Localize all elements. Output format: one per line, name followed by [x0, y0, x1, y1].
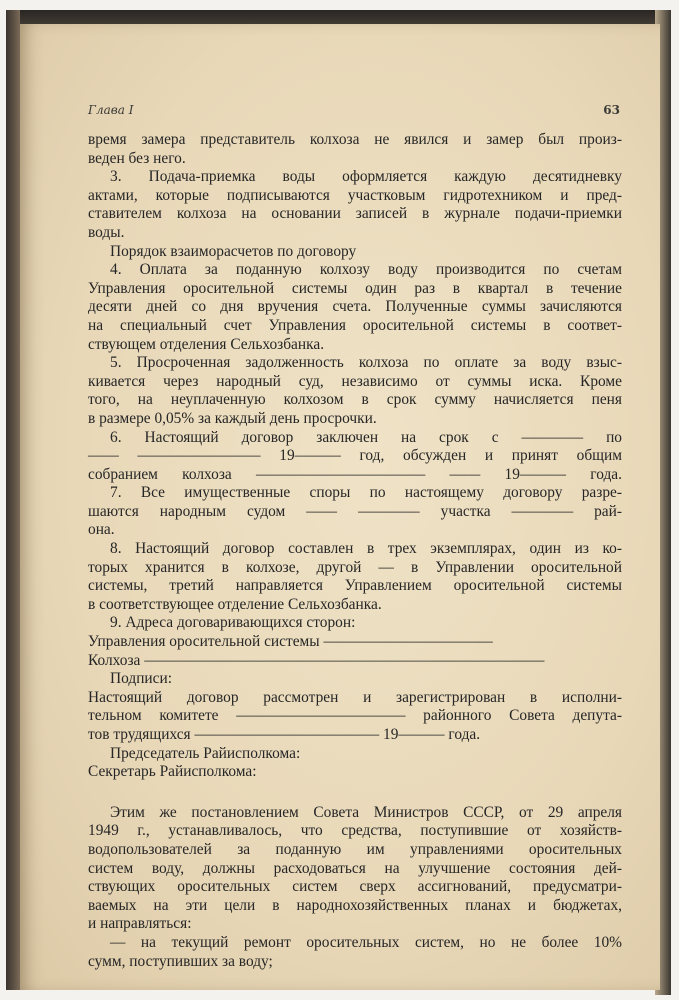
running-head [88, 103, 620, 121]
text-line: воды. [88, 223, 125, 241]
text-line: десяти дней со дня вручения счета. Полученные суммы зачисляются [88, 298, 622, 316]
text-line: 1949 г., устанавливалось, что средства, поступившие от хозяйств- [88, 822, 622, 840]
text-line: ствующих оросительных систем сверх ассигнований, предусматри- [88, 878, 622, 896]
text-line: 5. Просроченная задолженность колхоза по оплате за воду взыс- [110, 354, 622, 372]
text-line: Управления оросительной системы один раз в квартал в течение [88, 279, 622, 297]
text-line: Колхоза —————————————————————————— [88, 651, 545, 669]
body-text [88, 131, 622, 971]
text-line: в соответствующее отделение Сельхозбанка. [88, 595, 382, 613]
text-line: время замера представитель колхоза не явился и замер был произ- [88, 131, 622, 148]
text-line: 6. Настоящий договор заключен на срок с ———— по [110, 428, 622, 446]
text-line: сумм, поступивших за воду; [88, 952, 273, 970]
text-line: собранием колхоза ——————————— —— 19——— года. [88, 465, 622, 483]
text-line: водопользователей за поданную им управлениями оросительных [88, 840, 622, 858]
text-line: тельном комитете ——————————— районного Совета депута- [88, 707, 622, 725]
text-line: Секретарь Райисполкома: [88, 763, 257, 781]
text-line: веден без него. [88, 149, 186, 167]
text-line: 7. Все имущественные споры по настоящему договору разре- [110, 484, 622, 502]
text-line: того, на неуплаченную колхозом в срок сумму начисляется пеня [88, 391, 622, 409]
text-line: —— ———————— 19——— год, обсужден и принят общим [88, 447, 622, 465]
chapter-title: Глава I [88, 103, 134, 117]
section-heading: Порядок взаиморасчетов по договору [110, 242, 357, 260]
text-line: Этим же постановлением Совета Министров СССР, от 29 апреля [110, 803, 622, 821]
text-line: Председатель Райисполкома: [110, 744, 301, 762]
book-spine-shadow [6, 10, 20, 990]
text-line: 8. Настоящий договор составлен в трех экземплярах, один из ко- [110, 540, 622, 558]
paragraph-gap [110, 782, 622, 804]
text-line: в размере 0,05% за каждый день просрочки. [88, 409, 377, 427]
text-line: ствующем отделения Сельхозбанка. [88, 335, 325, 353]
text-line: ваемых на эти цели в народнохозяйственных планах и бюджетах, [88, 896, 622, 914]
text-line: ставителем колхоза на основании записей в журнале подачи-приемки [88, 205, 622, 223]
text-line: систем воду, должны расходоваться на улучшение состояния дей- [88, 859, 622, 877]
text-line: 3. Подача-приемка воды оформляется каждую десятидневку [110, 168, 622, 186]
text-line: торых хранится в колхозе, другой — в Управлении оросительной [88, 558, 622, 576]
text-line: кивается через народный суд, независимо от суммы иска. Кроме [88, 372, 622, 390]
text-line: актами, которые подписываются участковым гидротехником и пред- [88, 186, 622, 204]
text-line: тов трудящихся ———————————— 19——— года. [88, 726, 481, 743]
text-line: Управления оросительной системы ——————————— [88, 633, 493, 651]
text-line: на специальный счет Управления оросительной системы в соответ- [88, 316, 622, 334]
text-line: Подписи: [110, 670, 173, 688]
text-line: шаются народным судом —— ———— участка ———— рай- [88, 502, 622, 520]
text-line: и направляться: [88, 915, 192, 933]
text-line: она. [88, 521, 115, 539]
text-line: Настоящий договор рассмотрен и зарегистрирован в исполни- [88, 688, 622, 706]
text-line: 9. Адреса договаривающихся сторон: [110, 614, 356, 632]
text-line: — на текущий ремонт оросительных систем, но не более 10% [110, 933, 622, 951]
text-line: 4. Оплата за поданную колхозу воду производится по счетам [110, 261, 622, 279]
text-line: системы, третий направляется Управлением оросительной системы [88, 577, 622, 595]
page-number: 63 [603, 103, 620, 117]
